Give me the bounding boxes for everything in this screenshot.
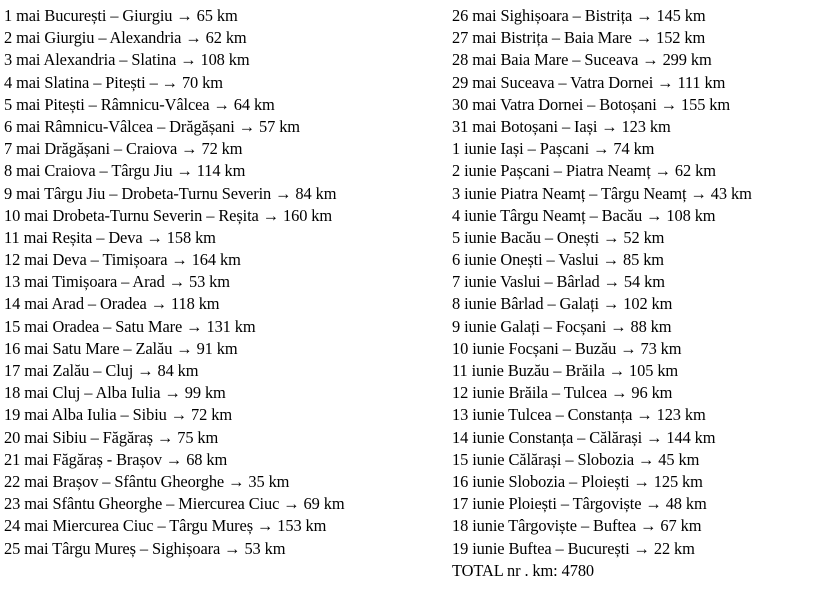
right-route-line: 7 iunie Vaslui – Bârlad → 54 km bbox=[452, 272, 665, 292]
left-route-line: 9 mai Târgu Jiu – Drobeta-Turnu Severin → 84 km bbox=[4, 183, 337, 203]
total-km-line: TOTAL nr . km: 4780 bbox=[452, 560, 595, 580]
left-route-line: 18 mai Cluj – Alba Iulia → 99 km bbox=[4, 383, 226, 403]
right-route-line: 29 mai Suceava – Vatra Dornei → 111 km bbox=[452, 72, 726, 92]
left-route-line: 24 mai Miercurea Ciuc – Târgu Mureș → 153 km bbox=[4, 516, 327, 536]
right-route-line: 16 iunie Slobozia – Ploiești → 125 km bbox=[452, 471, 703, 491]
left-route-line: 25 mai Târgu Mureș – Sighișoara → 53 km bbox=[4, 538, 286, 558]
right-route-line: 12 iunie Brăila – Tulcea → 96 km bbox=[452, 383, 673, 403]
left-route-line: 3 mai Alexandria – Slatina → 108 km bbox=[4, 50, 250, 70]
right-route-line: 28 mai Baia Mare – Suceava → 299 km bbox=[452, 50, 712, 70]
right-route-line: 10 iunie Focșani – Buzău → 73 km bbox=[452, 338, 682, 358]
right-route-line: 11 iunie Buzău – Brăila → 105 km bbox=[452, 361, 679, 380]
left-route-line: 4 mai Slatina – Pitești – → 70 km bbox=[4, 72, 223, 92]
left-route-line: 16 mai Satu Mare – Zalău → 91 km bbox=[4, 338, 238, 358]
right-route-line: 1 iunie Iași – Pașcani → 74 km bbox=[452, 139, 655, 159]
left-route-line: 17 mai Zalău – Cluj → 84 km bbox=[4, 361, 199, 380]
right-route-line: 6 iunie Onești – Vaslui → 85 km bbox=[452, 250, 664, 270]
left-route-line: 7 mai Drăgășani – Craiova → 72 km bbox=[4, 139, 243, 159]
itinerary-column-left bbox=[4, 5, 434, 560]
right-route-line: 9 iunie Galați – Focșani → 88 km bbox=[452, 316, 672, 336]
right-route-line: 3 iunie Piatra Neamț – Târgu Neamț → 43 km bbox=[452, 183, 752, 203]
left-route-line: 10 mai Drobeta-Turnu Severin – Reșita → 160 km bbox=[4, 205, 333, 225]
right-route-line: 27 mai Bistrița – Baia Mare → 152 km bbox=[452, 28, 706, 48]
left-route-line: 14 mai Arad – Oradea → 118 km bbox=[4, 294, 220, 314]
right-route-line: 30 mai Vatra Dornei – Botoșani → 155 km bbox=[452, 94, 731, 114]
left-route-line: 21 mai Făgăraș - Brașov → 68 km bbox=[4, 449, 228, 469]
right-route-line: 8 iunie Bârlad – Galați → 102 km bbox=[452, 294, 673, 314]
left-route-line: 1 mai București – Giurgiu → 65 km bbox=[4, 6, 238, 25]
left-route-line: 12 mai Deva – Timișoara → 164 km bbox=[4, 250, 241, 270]
right-route-line: 19 iunie Buftea – București → 22 km bbox=[452, 538, 695, 558]
left-route-line: 13 mai Timișoara – Arad → 53 km bbox=[4, 272, 230, 292]
right-route-line: 14 iunie Constanța – Călărași → 144 km bbox=[452, 427, 716, 447]
right-route-line: 15 iunie Călărași – Slobozia → 45 km bbox=[452, 449, 700, 469]
left-route-line: 23 mai Sfântu Gheorghe – Miercurea Ciuc → 69 km bbox=[4, 494, 345, 514]
right-route-line: 31 mai Botoșani – Iași → 123 km bbox=[452, 116, 671, 136]
right-route-line: 4 iunie Târgu Neamț – Bacău → 108 km bbox=[452, 205, 716, 225]
left-route-line: 5 mai Pitești – Râmnicu-Vâlcea → 64 km bbox=[4, 94, 275, 114]
right-route-line: 18 iunie Târgoviște – Buftea → 67 km bbox=[452, 516, 702, 536]
right-route-line: 26 mai Sighișoara – Bistrița → 145 km bbox=[452, 6, 706, 25]
itinerary-column-right bbox=[452, 5, 816, 582]
right-route-line: 17 iunie Ploiești – Târgoviște → 48 km bbox=[452, 494, 707, 514]
right-route-line: 2 iunie Pașcani – Piatra Neamț → 62 km bbox=[452, 161, 716, 181]
left-route-line: 15 mai Oradea – Satu Mare → 131 km bbox=[4, 316, 256, 336]
left-route-line: 20 mai Sibiu – Făgăraș → 75 km bbox=[4, 427, 219, 447]
left-route-line: 19 mai Alba Iulia – Sibiu → 72 km bbox=[4, 405, 232, 425]
left-route-line: 11 mai Reșita – Deva → 158 km bbox=[4, 227, 216, 247]
left-route-line: 6 mai Râmnicu-Vâlcea – Drăgășani → 57 km bbox=[4, 116, 300, 136]
right-route-line: 5 iunie Bacău – Onești → 52 km bbox=[452, 227, 665, 247]
right-route-line: 13 iunie Tulcea – Constanța → 123 km bbox=[452, 405, 706, 425]
left-route-line: 8 mai Craiova – Târgu Jiu → 114 km bbox=[4, 161, 246, 181]
left-route-line: 2 mai Giurgiu – Alexandria → 62 km bbox=[4, 28, 247, 48]
left-route-line: 22 mai Brașov – Sfântu Gheorghe → 35 km bbox=[4, 471, 290, 491]
